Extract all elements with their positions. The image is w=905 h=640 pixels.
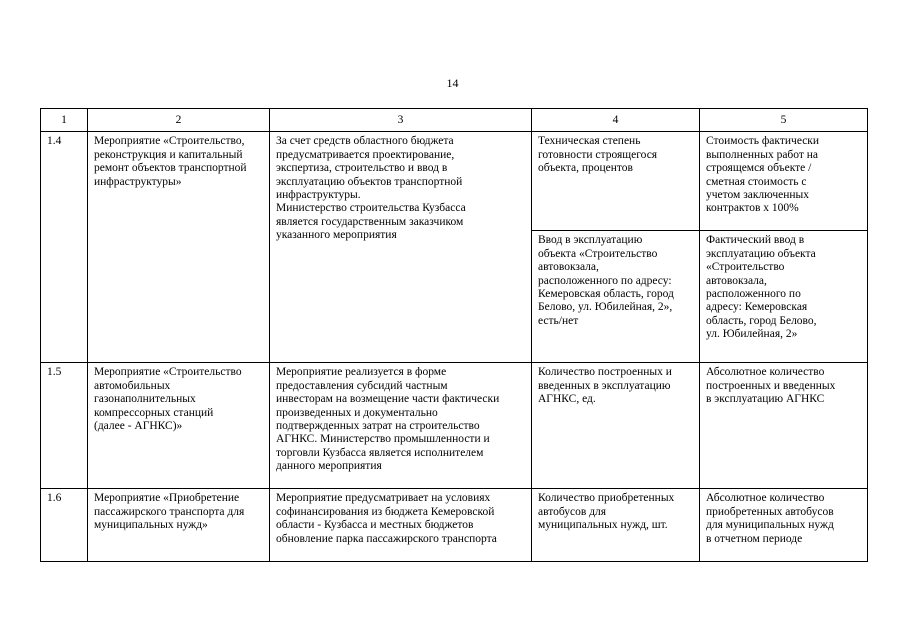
row-number: 1.4: [41, 132, 88, 363]
event-name: Мероприятие «Строительство, реконструкция и капитальный ремонт объектов транспортной инфраструктуры»: [88, 132, 270, 363]
row-number: 1.5: [41, 363, 88, 489]
table-row: [41, 132, 868, 231]
indicator-method: Абсолютное количество построенных и введенных в эксплуатацию АГНКС: [700, 363, 868, 489]
event-description: Мероприятие предусматривает на условиях софинансирования из бюджета Кемеровской области - Кузбасса и местных бюджетов обновление парка пассажирского транспорта: [270, 489, 532, 562]
header-col-5: 5: [700, 109, 868, 132]
row-number: 1.6: [41, 489, 88, 562]
event-name: Мероприятие «Строительство автомобильных газонаполнительных компрессорных станций (далее - АГНКС)»: [88, 363, 270, 489]
indicator-method: Абсолютное количество приобретенных автобусов для муниципальных нужд в отчетном периоде: [700, 489, 868, 562]
table-row: [41, 363, 868, 489]
table-header-row: [41, 109, 868, 132]
indicator-name: Количество приобретенных автобусов для муниципальных нужд, шт.: [532, 489, 700, 562]
header-col-4: 4: [532, 109, 700, 132]
indicator-method: Стоимость фактически выполненных работ на строящемся объекте / сметная стоимость с учетом заключенных контрактов х 100%: [700, 132, 868, 231]
event-description: За счет средств областного бюджета предусматривается проектирование, экспертиза, строительство и ввод в эксплуатацию объектов транспортной инфраструктуры. Министерство строительства Кузбасса является государственным заказчиком указанного мероприятия: [270, 132, 532, 363]
header-col-3: 3: [270, 109, 532, 132]
indicator-method: Фактический ввод в эксплуатацию объекта «Строительство автовокзала, расположенного по адресу: Кемеровская область, город Белово, ул. Юбилейная, 2»: [700, 231, 868, 363]
event-name: Мероприятие «Приобретение пассажирского транспорта для муниципальных нужд»: [88, 489, 270, 562]
page-number: 14: [446, 76, 459, 90]
indicator-name: Ввод в эксплуатацию объекта «Строительство автовокзала, расположенного по адресу: Кемеровская область, город Белово, ул. Юбилейная, 2», есть/нет: [532, 231, 700, 363]
header-col-2: 2: [88, 109, 270, 132]
header-col-1: 1: [41, 109, 88, 132]
indicator-name: Техническая степень готовности строящегося объекта, процентов: [532, 132, 700, 231]
table-row: [41, 489, 868, 562]
event-description: Мероприятие реализуется в форме предоставления субсидий частным инвесторам на возмещение части фактически произведенных и документально подтвержденных затрат на строительство АГНКС. Министерство промышленности и торговли Кузбасса является исполнителем данного мероприятия: [270, 363, 532, 489]
measures-table: [40, 108, 868, 562]
indicator-name: Количество построенных и введенных в эксплуатацию АГНКС, ед.: [532, 363, 700, 489]
